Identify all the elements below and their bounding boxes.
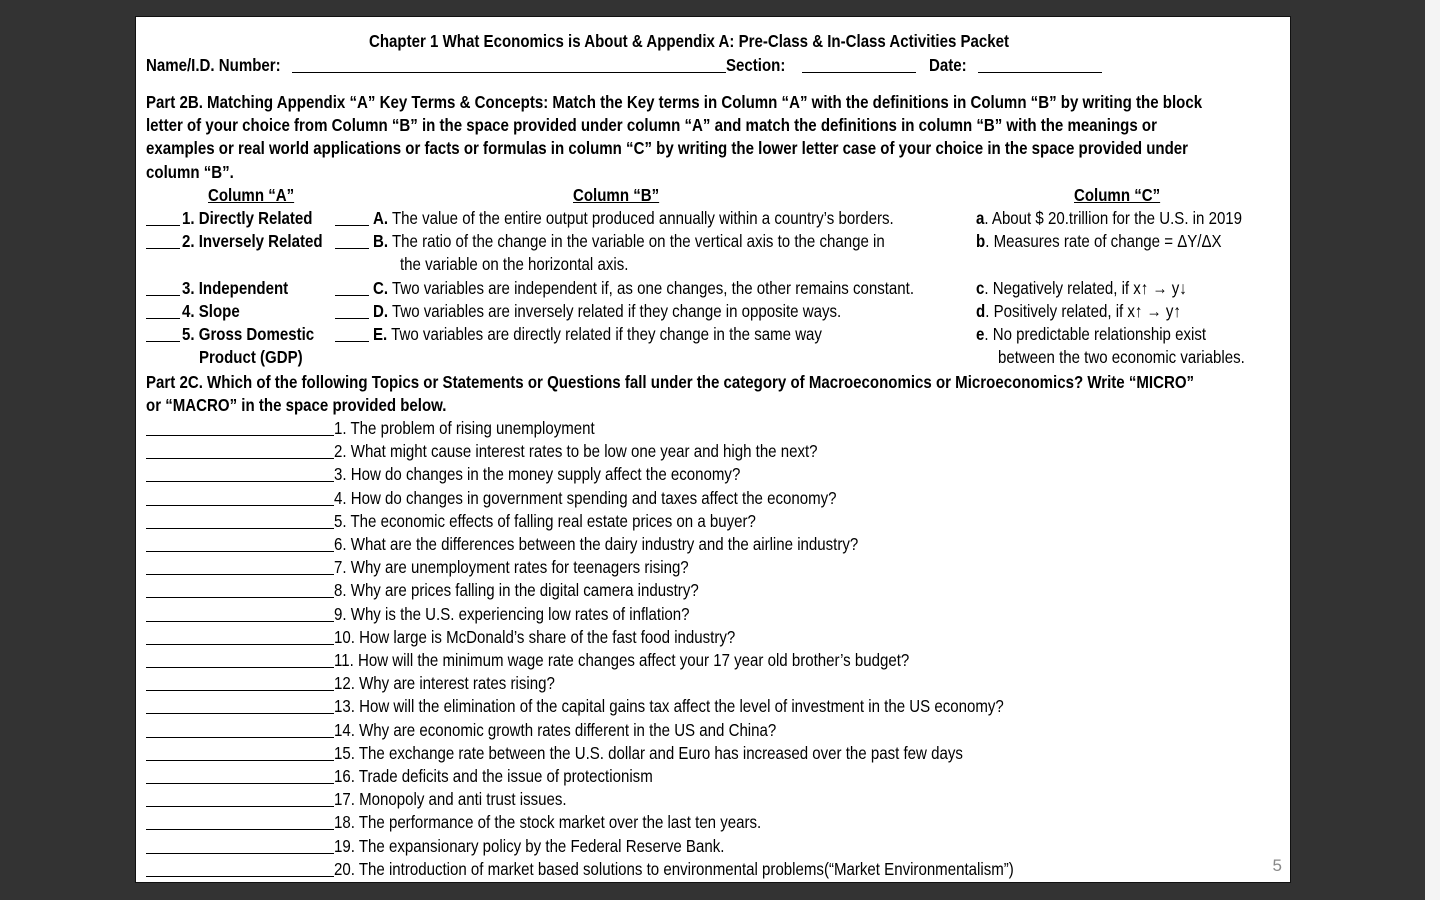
column-c-item <box>976 278 1187 298</box>
micro-macro-answer-blank[interactable] <box>146 876 334 877</box>
answer-blank-column-a[interactable] <box>146 248 180 249</box>
item-letter: b <box>976 231 986 251</box>
question-item: 6. What are the differences between the dairy industry and the airline industry? <box>334 534 859 554</box>
answer-blank-column-a[interactable] <box>146 318 180 319</box>
question-item: 12. Why are interest rates rising? <box>334 673 555 694</box>
definition-text: Two variables are inversely related if they change in opposite ways. <box>388 301 842 321</box>
question-item: 14. Why are economic growth rates different in the US and China? <box>334 719 777 740</box>
item-text: . No predictable relationship exist <box>984 324 1207 344</box>
column-c-item <box>976 208 1242 228</box>
micro-macro-answer-blank[interactable] <box>146 737 334 738</box>
item-text: . Measures rate of change = ΔY/ΔX <box>985 231 1222 251</box>
micro-macro-answer-blank[interactable] <box>146 458 334 459</box>
micro-macro-answer-blank[interactable] <box>146 806 334 807</box>
question-item: 9. Why is the U.S. experiencing low rates of inflation? <box>334 603 690 624</box>
section-label: Section: <box>726 55 786 75</box>
column-c-item <box>976 231 1222 251</box>
micro-macro-answer-blank[interactable] <box>146 621 334 622</box>
document-title: Chapter 1 What Economics is About & Appendix A: Pre-Class & In-Class Activities Packet <box>369 31 1010 51</box>
part2c-instructions-line: Part 2C. Which of the following Topics or Statements or Questions fall under the category of Macroeconomics or Microeconomics? Write “MICRO” <box>146 372 1195 392</box>
instructions-line: letter of your choice from Column “B” in the space provided under column “A” and match the definitions in column “B” with the meanings or <box>146 115 1157 135</box>
page-number: 5 <box>1272 856 1282 875</box>
column-a-term: 4. Slope <box>182 301 240 321</box>
micro-macro-answer-blank[interactable] <box>146 481 334 482</box>
column-a-term: Product (GDP) <box>199 347 303 367</box>
document-page <box>135 16 1291 883</box>
micro-macro-answer-blank[interactable] <box>146 760 334 761</box>
item-text: . About $ 20.trillion for the U.S. in 2019 <box>984 208 1243 228</box>
column-a-term: 1. Directly Related <box>182 208 313 228</box>
question-item: 17. Monopoly and anti trust issues. <box>334 789 567 810</box>
instructions-line: Part 2B. Matching Appendix “A” Key Terms & Concepts: Match the Key terms in Column “A” with the definitions in Column “B” by writing the block <box>146 92 1203 112</box>
column-b-definition <box>400 254 628 274</box>
definition-text: Two variables are independent if, as one changes, the other remains constant. <box>388 278 915 298</box>
micro-macro-answer-blank[interactable] <box>146 574 334 575</box>
column-b-definition <box>373 301 841 321</box>
answer-blank-column-b[interactable] <box>335 225 369 226</box>
question-item: 16. Trade deficits and the issue of protectionism <box>334 766 653 786</box>
definition-letter: B. <box>373 231 389 251</box>
question-item: 5. The economic effects of falling real estate prices on a buyer? <box>334 510 756 531</box>
column-a-term: 2. Inversely Related <box>182 231 323 251</box>
item-letter: d <box>976 301 986 321</box>
column-c-header: Column “C” <box>1074 185 1161 205</box>
item-letter: e <box>976 324 985 344</box>
question-item: 15. The exchange rate between the U.S. dollar and Euro has increased over the past few days <box>334 742 963 763</box>
micro-macro-answer-blank[interactable] <box>146 551 334 552</box>
answer-blank-column-b[interactable] <box>335 318 369 319</box>
column-b-definition <box>373 208 894 228</box>
column-b-definition <box>373 278 914 298</box>
question-item: 20. The introduction of market based solutions to environmental problems(“Market Environmentalism”) <box>334 858 1014 879</box>
scrollbar-track[interactable] <box>1425 0 1440 900</box>
question-item: 8. Why are prices falling in the digital camera industry? <box>334 580 699 601</box>
item-letter: a <box>976 208 985 228</box>
micro-macro-answer-blank[interactable] <box>146 528 334 529</box>
instructions-line: column “B”. <box>146 162 234 182</box>
micro-macro-answer-blank[interactable] <box>146 435 334 436</box>
section-field[interactable] <box>802 72 916 73</box>
question-item: 11. How will the minimum wage rate changes affect your 17 year old brother’s budget? <box>334 650 910 670</box>
definition-letter: D. <box>373 301 389 321</box>
micro-macro-answer-blank[interactable] <box>146 644 334 645</box>
micro-macro-answer-blank[interactable] <box>146 783 334 784</box>
item-text: . Positively related, if x↑ → y↑ <box>985 301 1181 321</box>
definition-letter: E. <box>373 324 388 344</box>
question-item: 10. How large is McDonald’s share of the fast food industry? <box>334 626 736 647</box>
question-item: 19. The expansionary policy by the Federal Reserve Bank. <box>334 835 725 856</box>
question-item: 4. How do changes in government spending and taxes affect the economy? <box>334 487 837 508</box>
micro-macro-answer-blank[interactable] <box>146 713 334 714</box>
name-field[interactable] <box>292 72 726 73</box>
answer-blank-column-b[interactable] <box>335 248 369 249</box>
micro-macro-answer-blank[interactable] <box>146 667 334 668</box>
answer-blank-column-b[interactable] <box>335 295 369 296</box>
answer-blank-column-a[interactable] <box>146 295 180 296</box>
definition-text: The ratio of the change in the variable on the vertical axis to the change in <box>388 231 885 251</box>
micro-macro-answer-blank[interactable] <box>146 597 334 598</box>
micro-macro-answer-blank[interactable] <box>146 853 334 854</box>
answer-blank-column-b[interactable] <box>335 341 369 342</box>
micro-macro-answer-blank[interactable] <box>146 829 334 830</box>
definition-text: the variable on the horizontal axis. <box>400 254 629 274</box>
definition-letter: C. <box>373 278 389 298</box>
column-c-item <box>998 347 1245 367</box>
column-b-definition <box>373 231 885 251</box>
micro-macro-answer-blank[interactable] <box>146 690 334 691</box>
question-item: 18. The performance of the stock market over the last ten years. <box>334 812 762 833</box>
column-c-item <box>976 301 1181 321</box>
date-field[interactable] <box>978 72 1102 73</box>
column-a-term: 3. Independent <box>182 278 289 298</box>
column-a-term: 5. Gross Domestic <box>182 324 315 344</box>
column-b-definition <box>373 324 822 344</box>
item-letter: c <box>976 278 985 298</box>
definition-text: The value of the entire output produced annually within a country’s borders. <box>388 208 894 228</box>
answer-blank-column-a[interactable] <box>146 341 180 342</box>
micro-macro-answer-blank[interactable] <box>146 505 334 506</box>
answer-blank-column-a[interactable] <box>146 225 180 226</box>
definition-letter: A. <box>373 208 389 228</box>
question-item: 3. How do changes in the money supply affect the economy? <box>334 464 741 485</box>
column-c-item <box>976 324 1206 344</box>
instructions-line: examples or real world applications or facts or formulas in column “C” by writing the lower letter case of your choice in the space provided under <box>146 138 1189 158</box>
question-item: 13. How will the elimination of the capital gains tax affect the level of investment in the US economy? <box>334 696 1004 717</box>
definition-text: Two variables are directly related if they change in the same way <box>387 324 822 344</box>
item-text: . Negatively related, if x↑ → y↓ <box>984 278 1187 298</box>
date-label: Date: <box>929 55 967 75</box>
name-label: Name/I.D. Number: <box>146 55 281 75</box>
question-item: 7. Why are unemployment rates for teenagers rising? <box>334 557 689 578</box>
item-text: between the two economic variables. <box>998 347 1245 367</box>
question-item: 2. What might cause interest rates to be low one year and high the next? <box>334 441 818 462</box>
part2c-instructions-line: or “MACRO” in the space provided below. <box>146 395 447 415</box>
column-a-header: Column “A” <box>208 185 295 205</box>
column-b-header: Column “B” <box>573 185 660 205</box>
question-item: 1. The problem of rising unemployment <box>334 418 595 438</box>
